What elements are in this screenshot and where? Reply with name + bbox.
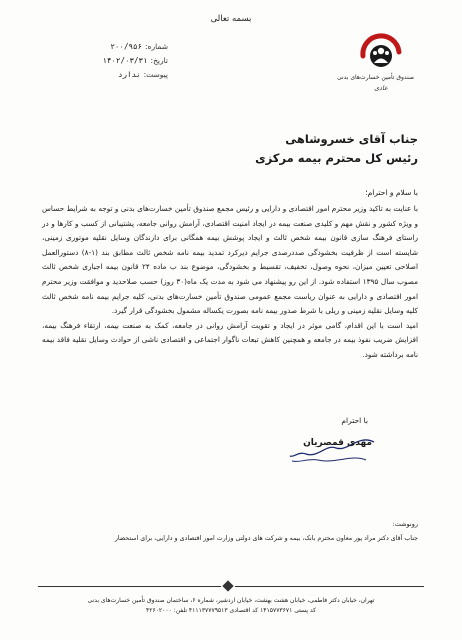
- salutation: با سلام و احترام؛: [365, 188, 418, 197]
- addressee-title: رئیس کل محترم بیمه مرکزی: [255, 151, 418, 165]
- date-label: تاریخ:: [150, 56, 168, 65]
- addressee-name: جناب آقای خسروشاهی: [285, 132, 418, 146]
- number-value: ۲۰۰/۹۵۶: [110, 42, 143, 51]
- letter-body: [42, 202, 418, 363]
- attachment-label: پیوست:: [143, 70, 168, 79]
- date-value: ۱۴۰۲/۰۳/۳۱: [102, 56, 148, 65]
- organization-logo: [336, 32, 414, 92]
- logo-org-name: صندوق تأمین خسارت‌های بدنی: [336, 74, 414, 81]
- body-paragraph: امید است با این اقدام، گامی موثر در ایجاد و تقویت آرامش روانی در جامعه، کمک به صنعت بیمه، ارتقاء فرهنگ بیمه، افزایش ضریب نفوذ بیمه در جامعه و همچنین کاهش تبعات ناگوار اجتماعی و اقتصادی ناشی از حوادث وسایل نقلیه فاقد بیمه نامه برداشته شود.: [42, 320, 418, 359]
- letter-meta: [58, 40, 168, 82]
- classification-label: عادی: [374, 84, 388, 92]
- cc-recipient: جناب آقای دکتر مراد پور معاون محترم بانک، بیمه و شرکت های دولتی وزارت امور اقتصادی و دارایی، برای استحضار: [114, 535, 418, 542]
- attachment-value: ندارد: [118, 70, 141, 79]
- diamond-ornament-icon: [221, 581, 235, 591]
- body-paragraph: با عنایت به تاکید وزیر محترم امور اقتصادی و دارایی و رئیس مجمع صندوق تأمین خسارت‌های بدنی و توجه به شرایط حساس و ویژه کشور و نقش مهم و کلیدی صنعت بیمه در ایجاد امنیت اقتصادی، آرامش روانی جامعه، پشتیبانی از کسب و کارها و در راستای فرهنگ سازی قانون بیمه شخص ثالث و ایجاد پوشش بیمه همگانی برای دارندگان وسایل نقلیه موتوری زمینی، شایسته است از ظرفیت بخشودگی صددرصدی جرایم دیرکرد تمدید بیمه نامه شخص ثالث مطابق بند (۱-۸) دستورالعمل اصلاحی تعیین میزان، نحوه وصول، تخفیف، تقسیط و بخشودگی، موضوع بند ب ماده ۲۴ قانون بیمه اجباری شخص ثالث مصوب سال ۱۳۹۵ استفاده شود. از این رو پیشنهاد می شود به مدت یک ماه(۳۰ روز) حسب صلاحدید و موافقت وزیر محترم امور اقتصادی و دارایی به عنوان ریاست مجمع عمومی صندوق تأمین خسارت‌های بدنی، کلیه جرایم بیمه نامه شخص ثالث کلیه وسایل نقلیه زمینی و ریلی با شرط صدور بیمه نامه بصورت یکساله مشمول بخشودگی قرار گیرد.: [42, 204, 418, 316]
- date-row: [58, 54, 168, 68]
- basmala: بسمه تعالی: [210, 14, 252, 24]
- number-row: [58, 40, 168, 54]
- handwritten-signature: [288, 430, 378, 468]
- number-label: شماره:: [145, 42, 168, 51]
- attachment-row: [58, 68, 168, 82]
- footer-contacts: کد پستی ۱۴۱۵۷۷۳۶۷۱ کد اقتصادی ۴۱۱۱۳۷۷۷۹۵۱۳ تلفن: ۴۲۶۰۲۰۰۰: [146, 607, 316, 614]
- signer-name: مهدی قمصریان: [303, 438, 372, 448]
- logo-emblem-icon: [359, 32, 403, 72]
- footer-address: تهران، خیابان دکتر فاطمی، خیابان هشت بهشت، خیابان اردشیر، شماره ۶، ساختمان صندوق تأمین خسارت‌های بدنی: [87, 597, 375, 604]
- footer: [38, 596, 424, 616]
- carbon-copy: [115, 520, 418, 542]
- addressee-block: [255, 132, 418, 165]
- closing: با احترام: [341, 416, 368, 425]
- cc-label: رونوشت:: [392, 520, 418, 528]
